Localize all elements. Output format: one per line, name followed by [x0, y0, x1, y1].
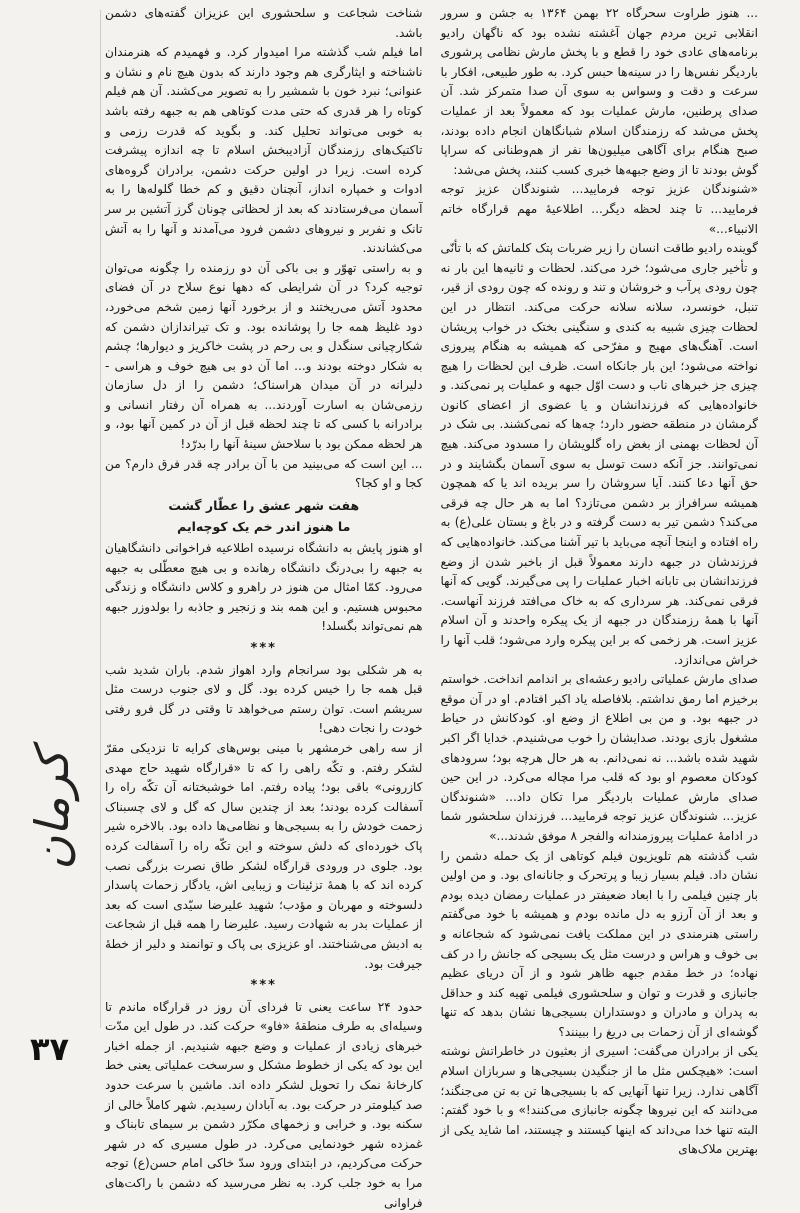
paragraph: و به راستی تهوّر و بی باکی آن دو رزمنده را چگونه می‌توان توجیه کرد؟ در آن شرایطی که دهها نوع سلاح در آن فضای محدود آتش می‌ریختند و از برخورد آنها زمین شخم می‌خورد، دود غلیظ همه جا را پوشانده بود. و تک تیراندازان دشمن که شکارچیانی سنگدل و بی رحم در پشت خاکریز و دیوارها؛ چشم به شکار دوخته بودند و... اما آن دو بی هیچ خوف و هراسی - دلیرانه در آن میدان هراسناک؛ دشمن را از دل سازمان رزمی‌شان به اسارت آوردند... به همراه آن رفتار انسانی و برادرانه با کسی که تا چند لحظه قبل از آن در کمین آنها بود، و هر لحظه ممکن بود با سلاحش سینهٔ آنها را بدرّد! — [105, 260, 423, 452]
poem-line: ما هنوز اندر خم یک کوچه‌ایم — [177, 519, 351, 535]
paragraph: به هر شکلی بود سرانجام وارد اهواز شدم. باران شدید شب قبل همه جا را خیس کرده بود. گل و لای جنوب درست مثل سریشم است. توان رستم می‌خواهد تا وقتی در گل فرو رفتی خودت را نجات دهی! — [105, 662, 423, 736]
section-separator: *** — [250, 641, 277, 656]
magazine-logo — [12, 640, 92, 980]
paragraph: شناخت شجاعت و سلحشوری این عزیزان گفته‌های دشمن باشد. — [105, 6, 423, 40]
page-number: ۳۷ — [30, 1030, 70, 1068]
poem-line: هفت شهر عشق را عطّار گشت — [168, 497, 360, 513]
margin-divider — [100, 10, 101, 1028]
logo-text: کرمان — [25, 750, 79, 870]
paragraph: گوینده رادیو طاقت انسان را زیر ضربات پتک کلماتش که با تأنّی و تأخیر جاری می‌شود؛ خرد می‌کند. لحظات و ثانیه‌ها این بار نه چون رودی پرآب و خروشان و تند و رونده که چون رودی از قیر، تنبل، خونسرد، سلانه سلانه حرکت می‌کند. انتظار در این لحظات چیزی شبیه به کندی و سنگینی بختک در خواب پریشان است. آهنگ‌های مهیج و مفرّحی که همیشه به هنگام پیروزی نواخته می‌شود؛ این بار جانکاه است. ظرف این لحظات را هیچ چیزی جز خبرهای ناب و دست اوّل جبهه و عملیات پر نمی‌کند. و خانواده‌هایی که فرزندانشان و یا عضوی از اعضای کانون گرمشان در منطقه حضور دارد؛ چه‌ها که نمی‌کشند. بی شک در آن لحظات بهمنی از بغض راه گلویشان را مسدود می‌کند. هیچ نمی‌توانند. جز آنکه دست توسل به سوی آسمان بگشایند و در حق آنها دعا کنند. آیا سروشان را سر بریده اند یا که همچون همیشه سرافراز بر دشمن می‌تازد؟ اما به هر حال چه فرقی می‌کند؟ دشمن تیر به دست گرفته و در باغ و بستان علی(ع) به راه افتاده و اینجا آنچه می‌باید با تیر آشنا می‌کند. خانواده‌هایی که فرزندشان در جبهه دارند معمولاً قبل از باخبر شدن از وضع فرزندانشان بی تابانه اخبار عملیات را پی می‌گیرند. گویی که آنها فرقی نمی‌کند. هر سرداری که به خاک می‌افتد فرزند آنهاست. آنها با همهٔ رزمندگان در جبهه از یک پیکره واحدند و آن اسلام عزیز است. هر زخمی که بر این پیکره وارد می‌شود؛ قلب آنها را خراش می‌اندازد. — [440, 241, 758, 667]
paragraph: «شنوندگان عزیز توجه فرمایید... شنوندگان عزیز توجه فرمایید... تا چند لحظه دیگر... اطلاعیهٔ مهم قرارگاه خاتم الانبیاء...» — [440, 182, 758, 236]
left-column — [105, 4, 423, 1210]
paragraph: اما فیلم شب گذشته مرا امیدوار کرد. و فهمیدم که هنرمندان ناشناخته و ایثارگری هم وجود دارند که بدون هیچ نام و نشان و عنوانی؛ نبرد خون با شمشیر را به تصویر می‌کشند. آن هم فیلم کوتاه را هر قدری که حتی مدت کوتاهی هم به جبهه رفته باشد به خوبی می‌تواند تحلیل کند. و بگوید که قدرت رزمی و تاکتیک‌های رزمندگان آزادیبخش اسلام تا چه اندازه پیشرفت کرده است. زیرا در اولین حرکت دشمن، برادران گروه‌های ادوات و خمپاره انداز، آنچنان دقیق و کم خطا گلوله‌ها را به آسمان می‌فرستادند که بعد از لحظاتی چونان گرز آتشین بر سر تانک و نفربر و نیروهای دشمن فرود می‌آمدند و آنها را به آتش می‌کشاندند. — [105, 45, 423, 256]
paragraph: ... هنوز طراوت سحرگاه ۲۲ بهمن ۱۳۶۴ به جشن و سرور انقلابی ترین مردم جهان آغشته نشده بود که ناگهان رادیو برنامه‌های عادی خود را قطع و با پخش مارش نظامی پرشوری باردیگر نفس‌ها را در سینه‌ها حبس کرد. به طور طبیعی، افکار با سرعت و دقت و وسواس به سوی آن صدا متمرکز شد. آن صدای پرطنین، مارش عملیات بود که معمولاً بعد از عملیات پخش می‌شد که رزمندگان اسلام شبانگاهان انجام داده بودند، صبح هنگام برای آگاهی میلیون‌ها نفر از هم‌وطنانی که سراپا گوش بودند تا از وضع جبهه‌ها خبری کسب کنند، پخش می‌شد: — [440, 6, 758, 177]
right-column — [440, 4, 759, 1157]
paragraph: صدای مارش عملیاتی رادیو رعشه‌ای بر اندامم انداخت. خواستم برخیزم اما رمق نداشتم. بلافاصله یاد اکبر افتادم. او در آن موقع در جبهه بود. و من بی اطلاع از وضع او. کودکانش در حیاط مشغول بازی بودند. صدایشان را خوب می‌شنیدم. خدایا اگر اکبر شهید شده باشد... نه نمی‌دانم. به هر حال هرچه بود؛ سرودهای کودکان معصوم او بود که قلب مرا مچاله می‌کرد. در این حین صدای مارش عملیات باردیگر مرا تکان داد... «شنوندگان عزیز... شنوندگان عزیز توجه فرمایید... فرزندان سلحشور شما در ادامهٔ عملیات پیروزمندانه والفجر ۸ موفق شدند...» — [440, 672, 758, 843]
paragraph: یکی از برادران می‌گفت: اسیری از بعثیون در خاطراتش نوشته است: «هیچکس مثل ما از جنگیدن بسیجی‌ها و سربازان اسلام آگاهی ندارد. زیرا تنها آنهایی که با بسیجی‌ها تن به تن می‌جنگند؛ می‌دانند که این نیروها چگونه جانبازی می‌کنند!» و با خود گفتم: البته تنها خدا می‌داند که اینها کیستند و چیستند، اما شاید یکی از بهترین ملاک‌های — [440, 1044, 758, 1157]
section-separator: *** — [250, 978, 277, 994]
paragraph: او هنوز پایش به دانشگاه نرسیده اطلاعیه فراخوانی دانشگاهیان به جبهه را بی‌درنگ دانشگاه رهانده و بی هیچ معطّلی به جبهه می‌رود. کمّا امثال من هنوز در راهرو و کلاس دانشگاه و زندگی محبوس هستیم. و این همه بند و زنجیر و جاذبه را بولدوزر جبهه هم نمی‌تواند بگسلد! — [105, 541, 423, 634]
paragraph: حدود ۲۴ ساعت یعنی تا فردای آن روز در قرارگاه ماندم تا وسیله‌ای به طرف منطقهٔ «فاو» حرکت کند. در طول این مدّت خبرهای زیادی از عملیات و وضع جبهه شنیدیم. از جمله اخبار این بود که یکی از خطوط مشکل و سرسخت عملیاتی یعنی خط کارخانهٔ نمک را تحویل لشکر داده اند. ماشین با سرعت حدود صد کیلومتر در حرکت بود. به آبادان رسیدیم. شهر کاملاً خالی از سکنه بود. و خرابی و زخمهای مکرّر دشمن بر سیمای تابناک و غمزده شهر خودنمایی می‌کرد. در طول مسیری که در شهر حرکت می‌کردیم، در ابتدای ورود سدّ خاکی امام حسن(ع) توجه مرا به خود جلب کرد. به نظر می‌رسید که دشمن با راکت‌های فراوانی — [105, 999, 423, 1210]
paragraph: ... این است که می‌بینید من با آن برادر چه قدر فرق دارم؟ من کجا و او کجا؟ — [105, 456, 423, 491]
text-columns — [105, 4, 758, 1210]
paragraph: شب گذشته هم تلویزیون فیلم کوتاهی از یک حمله دشمن را نشان داد. فیلم بسیار زیبا و پرتحرک و جانانه‌ای بود. و من اولین بار چنین فیلمی را با ابعاد ضعیفتر در عملیات رمضان دیده بودم و بعد از آن آرزو به دل مانده بودم و همیشه با خود می‌گفتم راستی هنرمندی در این مملکت یافت نمی‌شود که شجاعانه و بی خوف و هراس و درست مثل یک بسیجی که جانش را در کف نهاده؛ در خط مقدم جبهه ظاهر شود و از آن دریای عظیم جانبازی و قدرت و توان و سلحشوری فیلمی تهیه کند و حداقل به پدران و مادران و دوستداران بسیجی‌ها نشان بدهد که تنها گوشه‌ای از آن زحمات بی دریغ را ببینند؟ — [440, 848, 758, 1039]
paragraph: از سه راهی خرمشهر با مینی بوس‌های کرایه تا نزدیکی مقرّ لشکر رفتم. و تکّه راهی را که تا «قرارگاه شهید حاج مهدی کازرونی» باقی بود؛ پیاده رفتم. اما خوشبختانه آن تکّه راه را آسفالت کرده بودند؛ بعد از چندین سال که گل و لای چسبناک زحمت خودش را به بسیجی‌ها و نظامی‌ها داده بود. بالاخره شیر پاک خورده‌ای که دلش سوخته و این تکّه راه را آسفالت کرده بود. جلوی در ورودی قرارگاه لشکر طاق نصرت بزرگی نصب کرده اند که با همهٔ تزئینات و زیبایی اش، یادگار زحمات پاسدار دلسوخته و مهربان و مؤدب؛ شهید علیرضا سیّدی است که بعد از عملیات بدر به شهادت رسید. علیرضا را همه قبل از شجاعت به ادبش می‌شناختند. او عزیزی بی پاک و توانمند و دلیر از خطهٔ جیرفت بود. — [105, 740, 423, 971]
